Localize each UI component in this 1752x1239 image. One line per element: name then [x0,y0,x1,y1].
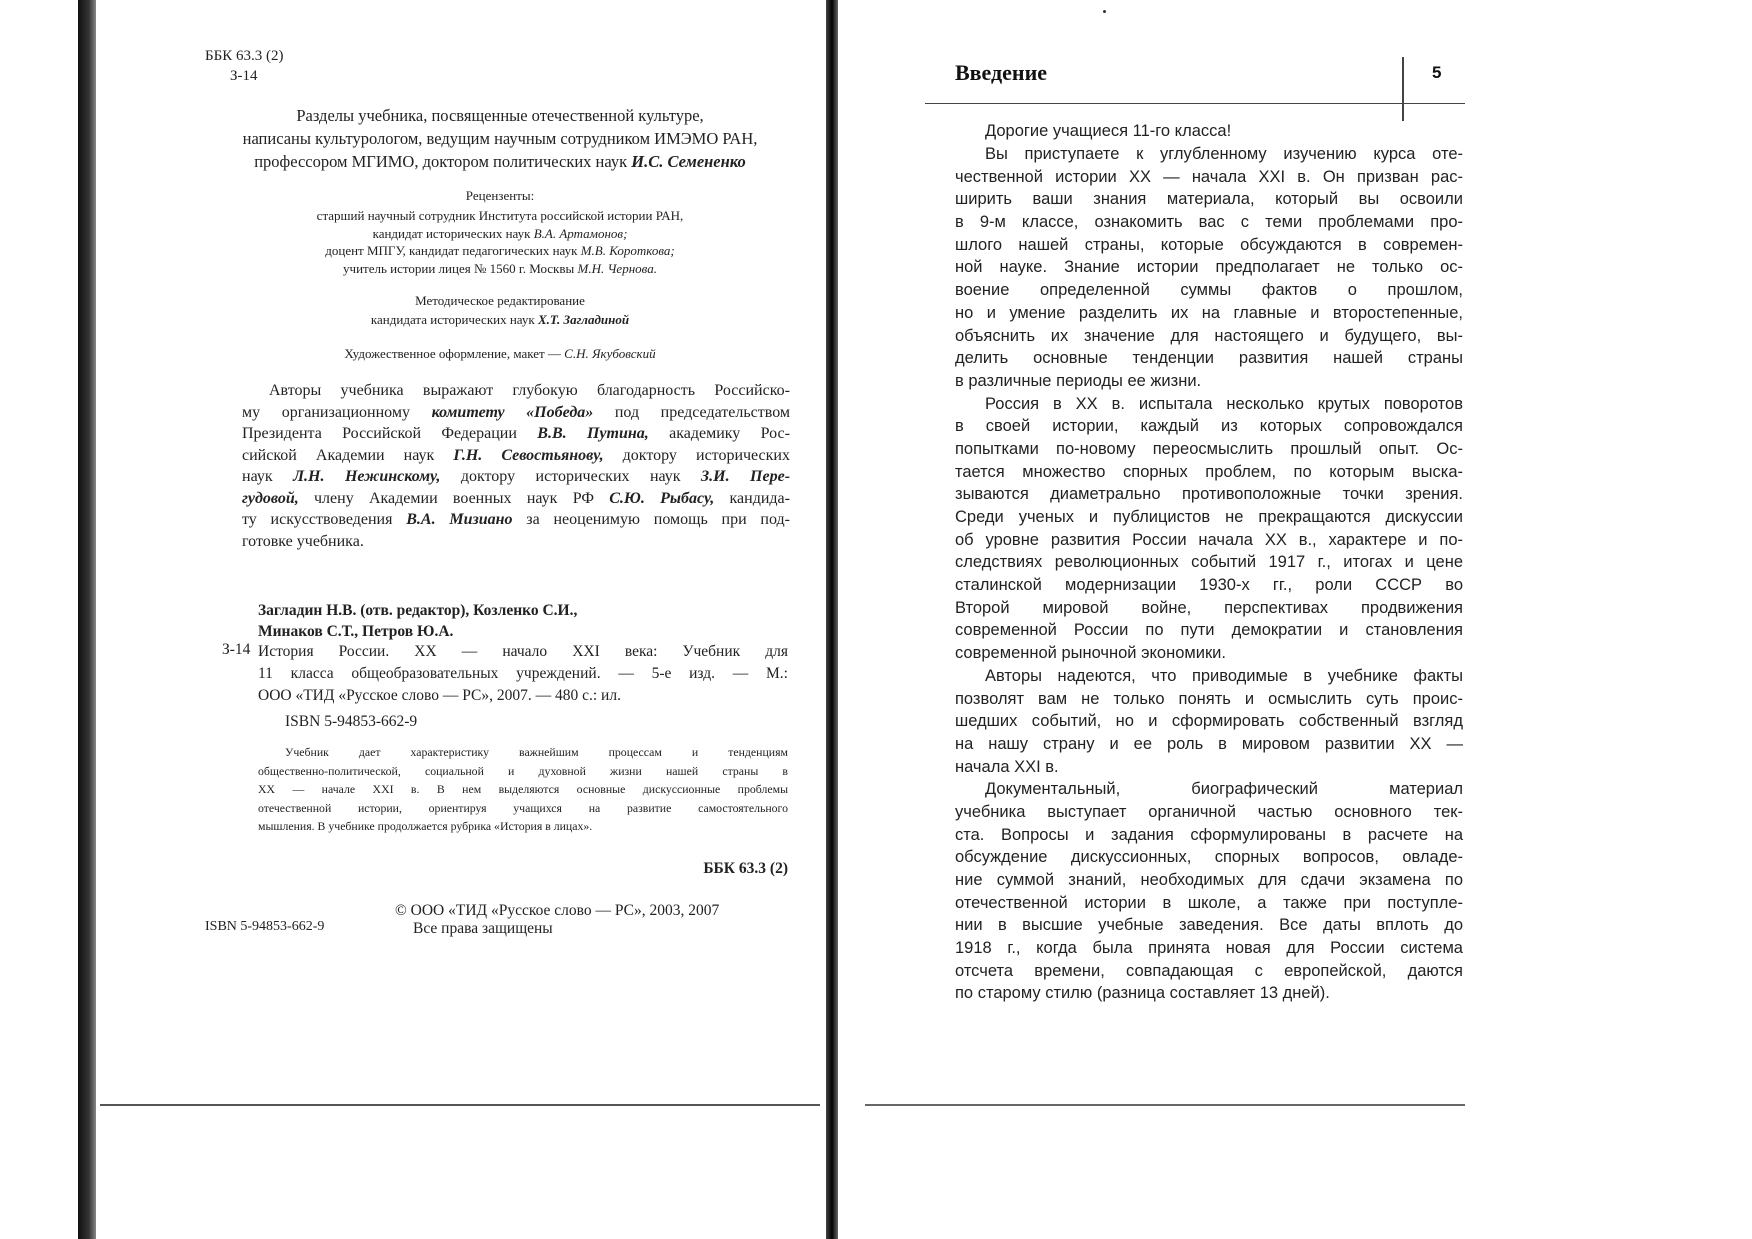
text-run: доктору исторических [603,446,790,464]
text-run: 11 класса общеобразовательных учреждений. — 5-е изд. — М.: [258,665,788,682]
culture-note [205,104,795,173]
text-line: Россия в XX в. испытала несколько крутых поворотов [985,394,1463,413]
text-line [205,291,795,310]
text-line [258,600,678,621]
emphasized-text: Г.Н. Севостьянову, [453,446,604,464]
text-run: общественно-политической, социальной и духовной жизни нашей страны в [258,763,788,778]
text-run: члену Академии военных наук РФ [298,489,610,507]
text-run: Методическое редактирование [415,293,585,308]
text-line: в 9-м классе, ознакомить вас с теми проблемами про- [955,213,1463,232]
header-rule [925,103,1465,104]
intro-text [955,143,1463,1005]
text-line: сталинской модернизации 1930-х гг., роли СССР во [955,576,1463,595]
text-run: доцент МПГУ, кандидат педагогических наук [325,243,581,258]
text-line: на нашу страну и ее роль в мировом развитии XX — [955,734,1463,753]
text-run: История России. XX — начало XXI века: Учебник для [258,643,788,660]
emphasized-text: И.С. Семененко [631,152,746,171]
annotation [258,743,788,836]
text-line [205,260,795,278]
emphasized-text: Минаков С.Т., Петров Ю.А. [258,623,454,640]
text-line [205,104,795,127]
text-line [205,242,795,260]
text-run: академику Рос- [648,425,790,442]
scan-speck [1103,10,1106,13]
text-line: попытками по-новому переосмыслить прошлый опыт. Ос- [955,439,1463,458]
author-mark-biblio: З-14 [222,641,251,658]
text-line [258,799,788,818]
bbk-code-top: ББК 63.3 (2) [205,48,284,64]
text-line: воение определенной суммы фактов о прошлом, [955,281,1463,300]
text-line: в своей истории, каждый из которых сопровождался [955,417,1463,436]
text-line: Второй мировой войне, перспективах продвижения [955,598,1463,617]
emphasized-text: В.В. Путина, [537,425,649,442]
text-line: ние суммой знаний, необходимых для сдачи экзамена по [955,871,1463,889]
text-run: ту искусствоведения [242,511,407,528]
text-line: 1918 г., когда была принята новая для России система [955,939,1463,958]
reviewers-title: Рецензенты: [465,188,535,203]
paragraph [955,778,1463,1005]
text-run: профессором МГИМО, доктором политических наук [254,152,632,171]
paragraph [955,143,1463,393]
text-line [242,466,790,488]
text-line: начала XXI в. [955,757,1059,776]
text-line [242,488,790,510]
text-run: за неоценимую помощь при под- [512,511,790,528]
paragraph [955,393,1463,665]
text-line [242,509,790,531]
emphasized-text: С.Н. Якубовский [564,346,656,361]
isbn-mid: ISBN 5-94853-662-9 [285,713,418,730]
text-line [258,817,788,836]
reviewers-list [205,207,795,277]
text-run: отечественной истории, ориентируя учащихся на развитие самостоятельного [258,800,788,815]
text-run: Президента Российской Федерации [242,425,538,442]
page-number: 5 [1432,63,1442,82]
text-line: шлого нашей страны, которые обсуждаются в современ- [955,235,1463,254]
text-line: Вы приступаете к углубленному изучению курса оте- [985,145,1463,163]
copyright: © ООО «ТИД «Русское слово — РС», 2003, 2007 [395,902,720,919]
text-line: чественной истории XX — начала XXI в. Он призван рас- [955,167,1463,186]
emphasized-text: Л.Н. Нежинскому, [293,468,441,485]
text-line [205,150,795,173]
text-line: Авторы надеются, что приводимые в учебнике факты [985,666,1463,685]
text-line [258,780,788,799]
text-line [205,207,795,225]
text-line [242,380,790,402]
text-line [258,663,788,685]
text-line [242,423,790,445]
text-line: Документальный, биографический материал [985,780,1463,799]
text-run: доктору исторических наук [440,468,702,485]
text-run: XX — начале XXI в. В нем выделяются основные дискуссионные проблемы [258,782,788,796]
book-gutter [826,0,838,1239]
text-line: но и умение разделить их на главные и второстепенные, [955,303,1463,322]
text-run: Художественное оформление, макет — [344,346,565,361]
text-run: Учебник дает характеристику важнейшим процессам и тенденциям [285,745,788,759]
text-line: позволят вам не только понять и осмыслить суть проис- [955,689,1463,708]
text-line: нии в высшие учебные заведения. Все даты вплоть до [955,916,1463,935]
emphasized-text: З.И. Пере- [701,468,791,485]
text-line [258,743,788,762]
text-line: зываются диаметрально противоположные точки зрения. [955,485,1463,504]
rights-reserved: Все права защищены [413,920,553,937]
text-line: тается множество спорных проблем, по которым выска- [955,462,1463,481]
text-run: под председательством [593,403,791,421]
emphasized-text: М.В. Короткова; [580,243,675,258]
text-run: сийской Академии наук [242,446,454,464]
paragraph [955,665,1463,778]
bbk-code-bottom: ББК 63.3 (2) [703,860,788,877]
text-run: кандида- [714,489,790,507]
gratitude-paragraph [242,380,790,552]
text-run: Разделы учебника, посвященные отечественной культуре, [296,106,704,125]
text-line [205,127,795,150]
text-run: готовке учебника. [242,532,364,550]
text-line: ширить ваши знания материала, который вы освоили [955,190,1463,209]
author-mark-top: З-14 [230,68,258,84]
emphasized-text: С.Ю. Рыбасу, [609,489,715,507]
text-run: Авторы учебника выражают глубокую благодарность Российско- [269,382,790,399]
text-line [242,531,790,553]
left-page-bottom-edge [100,1104,820,1106]
text-line: шедших событий, но и сформировать собственный взгляд [955,712,1463,731]
text-line: Среди ученых и публицистов не прекращаются дискуссии [955,508,1463,526]
text-line: отсчета времени, совпадающая с европейской, даются [955,961,1463,980]
text-run: му организационному [242,403,432,421]
emphasized-text: комитету «Победа» [431,403,594,421]
chapter-heading: Введение [955,60,1048,85]
emphasized-text: В.А. Мизиано [406,511,513,528]
text-run: мышления. В учебнике продолжается рубрика «История в лицах». [258,819,593,833]
text-line: следствиях революционных событий 1917 г., итогах и цене [955,553,1463,572]
emphasized-text: Х.Т. Загладиной [537,312,630,327]
text-line: объяснить их значение для настоящего и будущего, вы- [955,326,1463,345]
text-line [205,310,795,329]
text-line: отечественной истории в школе, а также при поступле- [955,893,1463,912]
text-line: учебника выступает органичной частью основного тек- [955,802,1463,821]
text-line [205,225,795,243]
editing-credit [205,291,795,329]
greeting: Дорогие учащиеся 11-го класса! [985,122,1232,140]
text-line [205,345,795,363]
text-run: ООО «ТИД «Русское слово — РС», 2007. — 480 с.: ил. [258,687,621,704]
text-line: современной России по пути демократии и становления [955,621,1463,640]
text-line [242,402,790,424]
header-vertical-rule [1402,57,1404,121]
authors [258,600,678,642]
text-line: об уровне развития России начала XX в., характере и по- [955,530,1463,549]
text-line: по старому стилю (разница составляет 13 дней). [955,984,1330,1003]
isbn-bottom: ISBN 5-94853-662-9 [205,919,325,934]
scan-edge-shadow [78,0,96,1239]
emphasized-text: В.А. Артамонов; [533,225,628,241]
text-line: современной рыночной экономики. [955,644,1226,663]
bibliographic-record [258,641,788,707]
text-line [242,445,790,467]
text-run: учитель истории лицея № 1560 г. Москвы [343,260,578,276]
emphasized-text: гудовой, [242,489,299,507]
text-line: ста. Вопросы и задания сформулированы в расчете на [955,825,1463,844]
text-run: наук [242,468,294,485]
text-run: написаны культурологом, ведущим научным сотрудником ИМЭМО РАН, [242,129,758,148]
text-line [258,641,788,663]
design-credit [205,345,795,363]
text-line [258,621,678,642]
text-run: кандидат исторических наук [372,225,534,241]
text-line: ной науке. Знание истории предполагает не только ос- [955,258,1463,277]
right-page-bottom-edge [865,1104,1465,1106]
text-line: в различные периоды ее жизни. [955,371,1202,390]
emphasized-text: М.Н. Чернова. [577,260,657,276]
text-line [258,685,788,707]
text-run: старший научный сотрудник Института российской истории РАН, [316,208,684,223]
text-line: делить основные тенденции развития нашей страны [955,349,1463,368]
text-run: кандидата исторических наук [370,312,538,327]
text-line: обсуждение дискуссионных, спорных вопросов, овладе- [955,848,1463,867]
text-line [258,762,788,781]
emphasized-text: Загладин Н.В. (отв. редактор), Козленко С.И., [258,602,578,619]
